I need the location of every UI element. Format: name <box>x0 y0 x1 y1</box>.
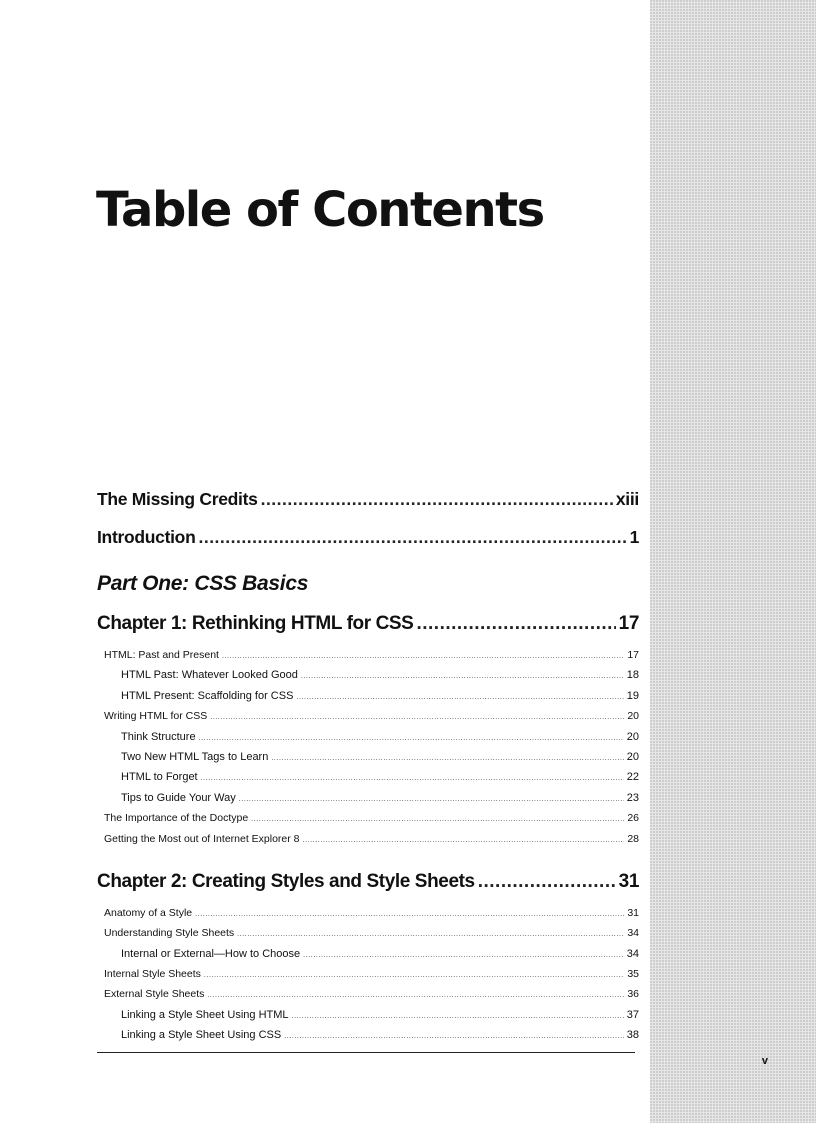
table-of-contents <box>97 489 639 1050</box>
toc-entry-page: 28 <box>627 832 639 845</box>
toc-chapter-1[interactable] <box>97 613 639 649</box>
page-number: v <box>761 1055 768 1067</box>
part-heading: Part One: CSS Basics <box>97 572 309 595</box>
toc-entry[interactable] <box>97 988 639 1008</box>
margin-band <box>650 0 816 1123</box>
chapter-label: Chapter 1: Rethinking HTML for CSS <box>97 613 414 634</box>
dot-leader <box>237 931 624 938</box>
dot-leader <box>271 755 623 762</box>
chapter-1-entries <box>97 649 639 853</box>
toc-entry-label: HTML to Forget <box>121 771 198 784</box>
toc-entry-page: 1 <box>629 527 639 547</box>
dot-leader <box>251 816 624 823</box>
toc-entry-page: 20 <box>626 750 639 763</box>
dot-leader <box>416 613 615 635</box>
dot-leader <box>239 796 624 803</box>
toc-entry-page: 37 <box>626 1008 639 1021</box>
toc-entry[interactable] <box>97 833 639 853</box>
dot-leader <box>210 714 624 721</box>
chapter-page: 31 <box>618 870 639 892</box>
toc-entry[interactable] <box>97 948 639 968</box>
dot-leader <box>296 694 623 701</box>
chapter-label: Chapter 2: Creating Styles and Style Sheets <box>97 870 475 892</box>
toc-entry-page: 23 <box>626 791 639 804</box>
toc-entry-page: 34 <box>626 947 639 960</box>
toc-entry-label: Tips to Guide Your Way <box>121 791 236 804</box>
toc-entry-label: The Importance of the Doctype <box>104 812 249 825</box>
toc-entry-label: Internal or External—How to Choose <box>121 947 301 960</box>
toc-entry[interactable] <box>97 1029 639 1049</box>
toc-entry[interactable] <box>97 792 639 812</box>
toc-entry-page: 19 <box>626 689 639 702</box>
toc-entry-label: HTML Past: Whatever Looked Good <box>121 669 298 682</box>
toc-entry-page: 20 <box>627 710 639 723</box>
toc-entry[interactable] <box>97 771 639 791</box>
toc-entry-page: 36 <box>627 988 639 1001</box>
toc-entry-page: 17 <box>627 649 639 661</box>
dot-leader <box>303 837 625 844</box>
toc-entry-label: Internal Style Sheets <box>104 968 201 981</box>
dot-leader <box>301 673 624 680</box>
toc-entry-page: 20 <box>626 730 639 743</box>
toc-entry[interactable] <box>97 731 639 751</box>
toc-entry[interactable] <box>97 710 639 730</box>
toc-entry-label: Two New HTML Tags to Learn <box>121 750 269 763</box>
toc-entry-label: The Missing Credits <box>97 489 258 509</box>
toc-entry[interactable] <box>97 669 639 689</box>
toc-entry[interactable] <box>97 751 639 771</box>
dot-leader <box>292 1013 624 1020</box>
toc-entry[interactable] <box>97 812 639 832</box>
chapter-2-entries <box>97 907 639 1050</box>
toc-entry-page: 38 <box>626 1029 639 1042</box>
toc-entry-label: HTML: Past and Present <box>104 649 219 661</box>
toc-entry-missing-credits[interactable] <box>97 489 639 527</box>
footer-rule <box>97 1052 635 1053</box>
toc-chapter-2[interactable] <box>97 871 639 907</box>
toc-entry-page: 26 <box>627 812 639 825</box>
toc-entry-page: 34 <box>627 927 639 940</box>
toc-entry-label: Linking a Style Sheet Using HTML <box>121 1008 289 1021</box>
dot-leader <box>303 952 624 959</box>
dot-leader <box>201 775 624 782</box>
toc-entry-page: 22 <box>626 771 639 784</box>
toc-entry-page: 18 <box>626 669 639 682</box>
dot-leader <box>478 871 616 893</box>
toc-entry[interactable] <box>97 1009 639 1029</box>
dot-leader <box>207 992 624 999</box>
toc-entry-page: xiii <box>615 489 639 509</box>
dot-leader <box>198 527 626 548</box>
dot-leader <box>261 489 613 510</box>
toc-entry[interactable] <box>97 927 639 947</box>
toc-entry[interactable] <box>97 649 639 669</box>
toc-entry-label: Linking a Style Sheet Using CSS <box>121 1029 282 1042</box>
chapter-page: 17 <box>618 613 639 634</box>
toc-entry[interactable] <box>97 907 639 927</box>
toc-entry-page: 35 <box>627 968 639 981</box>
dot-leader <box>284 1033 624 1040</box>
toc-entry-label: HTML Present: Scaffolding for CSS <box>121 689 294 702</box>
dot-leader <box>199 735 624 742</box>
toc-entry-label: Getting the Most out of Internet Explorer 8 <box>104 832 300 845</box>
toc-entry-label: Understanding Style Sheets <box>104 927 235 940</box>
toc-entry-label: Anatomy of a Style <box>104 906 193 919</box>
toc-entry[interactable] <box>97 968 639 988</box>
toc-entry-label: Writing HTML for CSS <box>104 710 208 723</box>
toc-entry[interactable] <box>97 690 639 710</box>
toc-entry-page: 31 <box>627 906 639 919</box>
toc-entry-label: Introduction <box>97 527 196 547</box>
dot-leader <box>222 653 624 660</box>
toc-entry-label: External Style Sheets <box>104 988 205 1001</box>
toc-entry-label: Think Structure <box>121 730 196 743</box>
dot-leader <box>204 972 624 979</box>
dot-leader <box>195 911 624 918</box>
toc-entry-introduction[interactable] <box>97 527 639 565</box>
page-title: Table of Contents <box>96 182 544 238</box>
